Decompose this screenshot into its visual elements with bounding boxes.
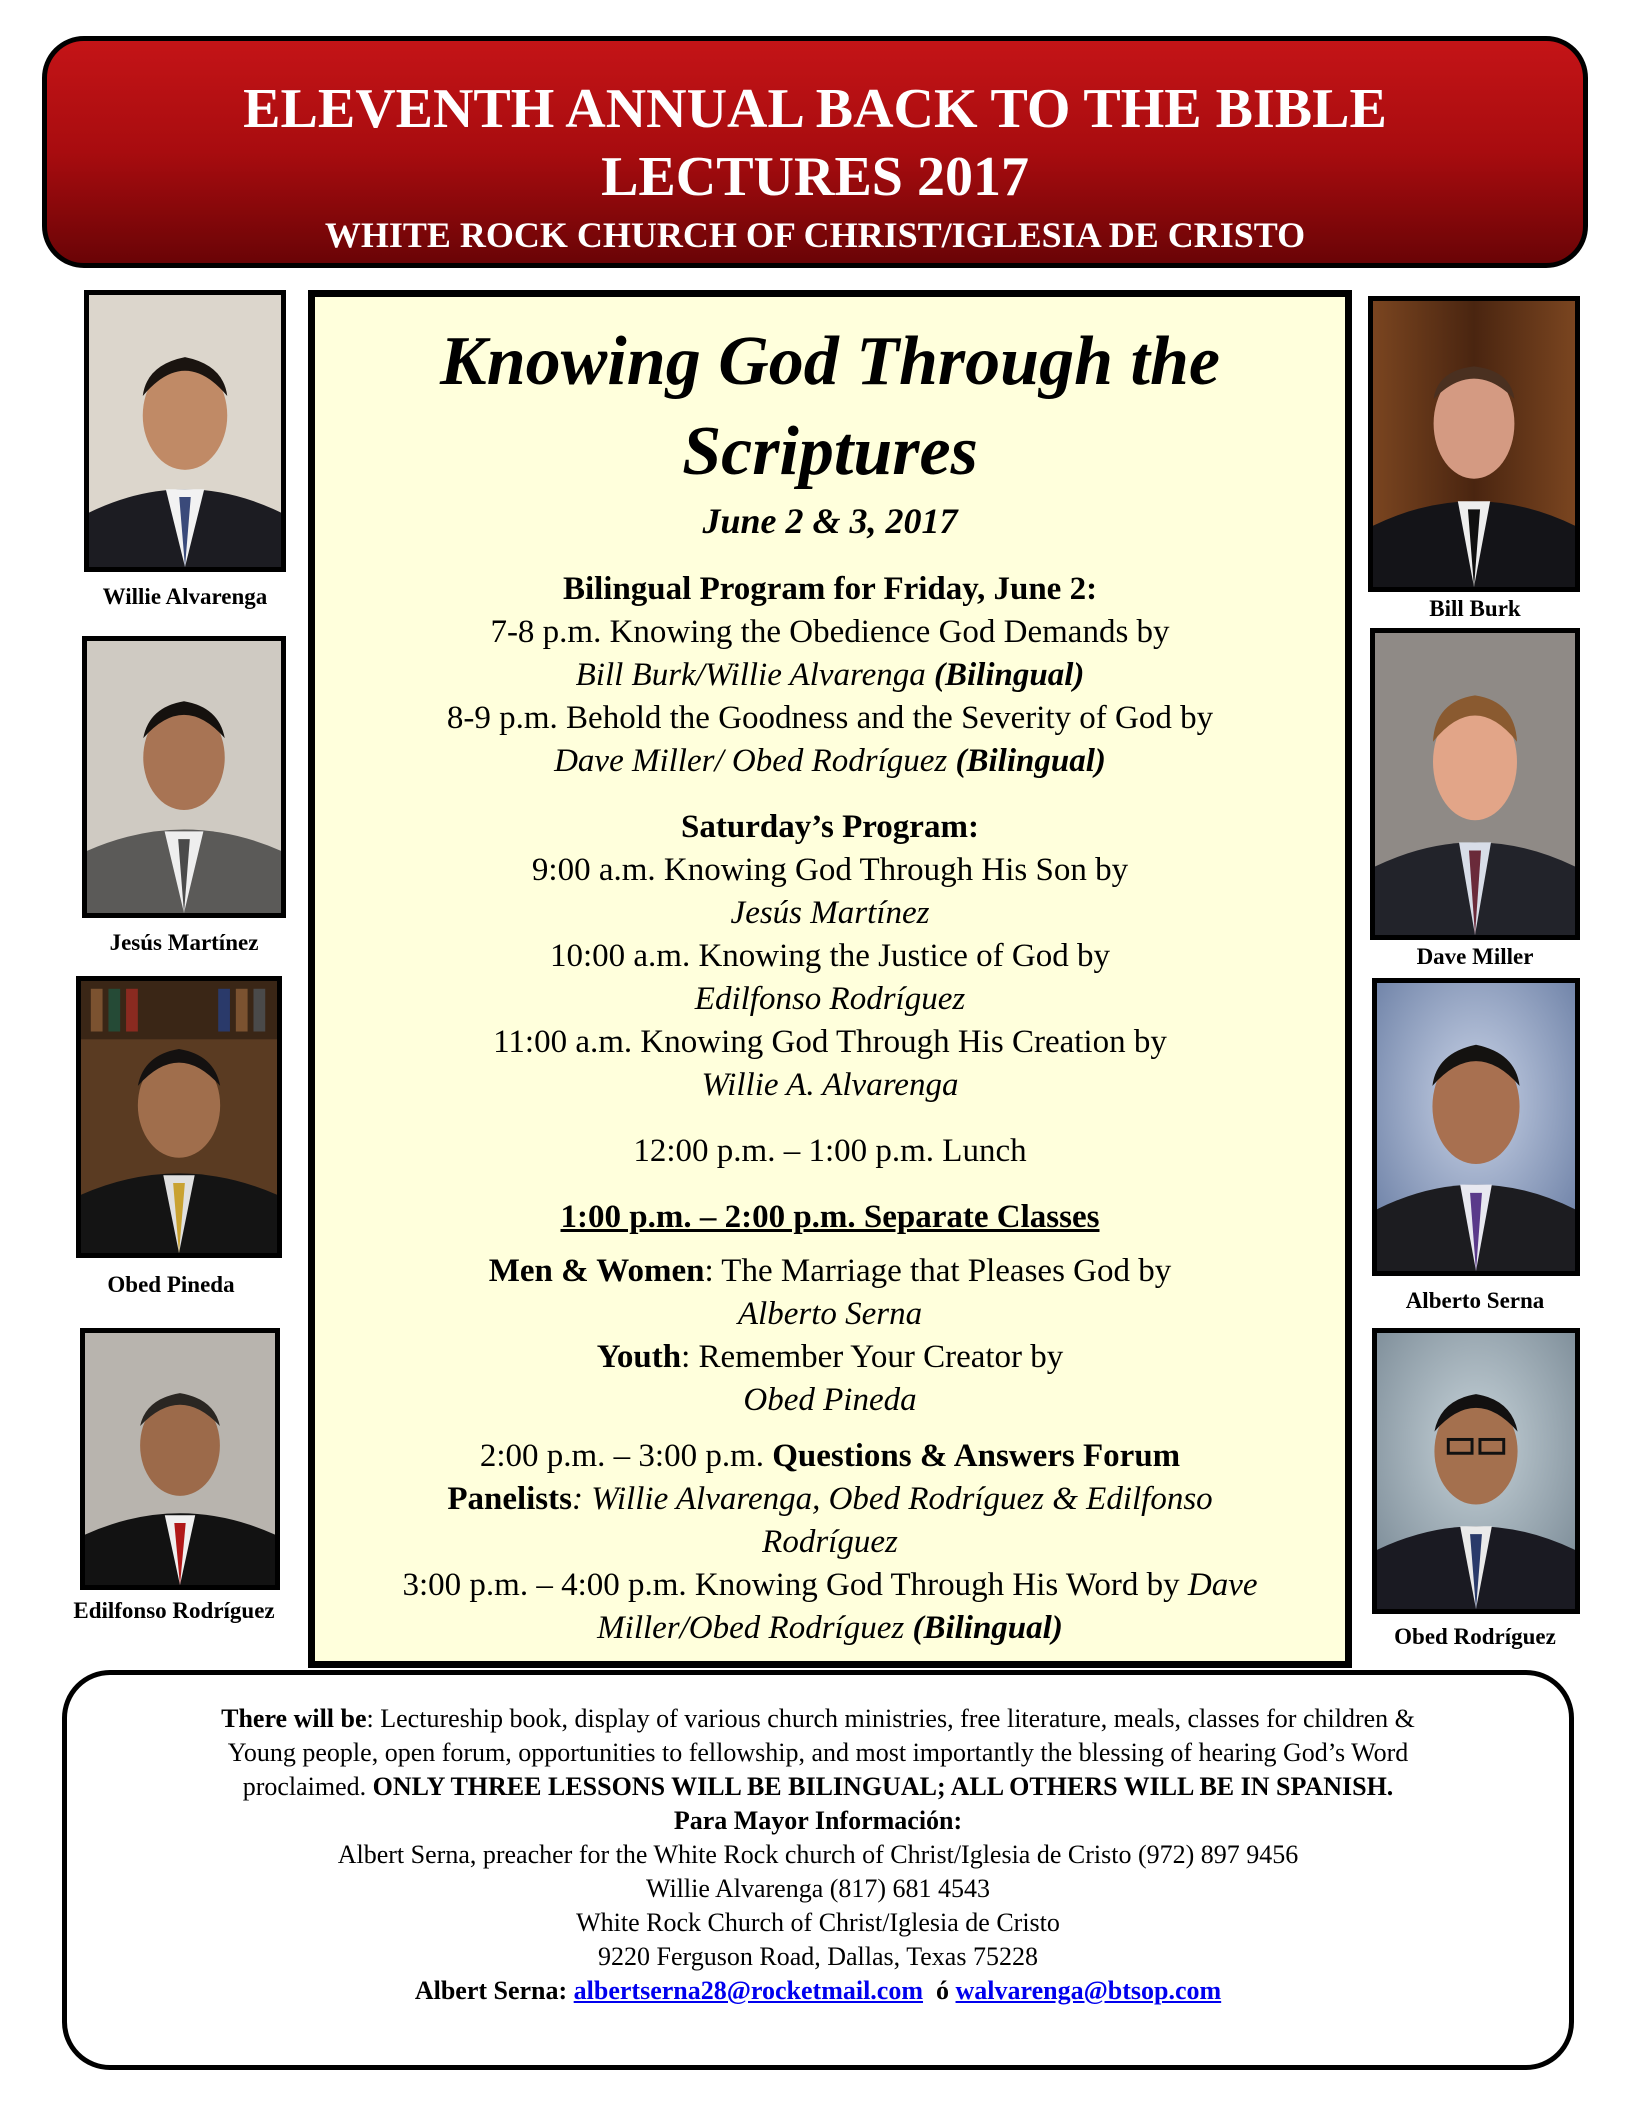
speaker-caption: Willie Alvarenga xyxy=(102,584,268,609)
speaker-photo-willie-alvarenga xyxy=(84,290,286,572)
email-label: Albert Serna: xyxy=(414,1976,568,2005)
email-link-walvarenga[interactable]: walvarenga@btsop.com xyxy=(955,1976,1222,2005)
saturday-session-1-speaker: Jesús Martínez xyxy=(730,895,930,931)
speaker-caption: Obed Pineda xyxy=(107,1272,235,1297)
saturday-session-1: 9:00 a.m. Knowing God Through His Son by xyxy=(531,852,1129,888)
info-line-2: Young people, open forum, opportunities to fellowship, and most importantly the blessing of hearing God’s Word xyxy=(227,1738,1409,1767)
info-line-3 xyxy=(87,1771,1549,1803)
speaker-photo-obed-rodriguez xyxy=(1372,1328,1580,1614)
or-word: ó xyxy=(936,1976,950,2005)
there-will-be-label: There will be xyxy=(221,1704,367,1733)
speaker-caption: Obed Rodríguez xyxy=(1394,1624,1556,1649)
header-title-line2: LECTURES 2017 xyxy=(601,146,1029,208)
contact-line-1: Albert Serna, preacher for the White Rock church of Christ/Iglesia de Cristo (972) 897 9456 xyxy=(337,1840,1299,1869)
speaker-photo-jesus-martinez xyxy=(82,636,286,918)
speaker-names: Miller/Obed Rodríguez xyxy=(597,1610,905,1646)
email-link-albert-serna[interactable]: albertserna28@rocketmail.com xyxy=(573,1976,924,2005)
program-title-line2: Scriptures xyxy=(682,413,978,490)
saturday-session-3-speaker: Willie A. Alvarenga xyxy=(701,1067,959,1103)
session-text: 3:00 p.m. – 4:00 p.m. Knowing God Through His Word by xyxy=(402,1567,1180,1603)
saturday-session-2-speaker: Edilfonso Rodríguez xyxy=(694,981,966,1017)
contact-line-4: 9220 Ferguson Road, Dallas, Texas 75228 xyxy=(598,1942,1038,1971)
info-text: : Lectureship book, display of various church ministries, free literature, meals, classes for children & xyxy=(366,1704,1415,1733)
contact-line-3: White Rock Church of Christ/Iglesia de Cristo xyxy=(576,1908,1060,1937)
speaker-photo-alberto-serna xyxy=(1372,978,1580,1276)
friday-session-1-speakers xyxy=(315,655,1345,695)
class-label: Youth xyxy=(596,1339,682,1375)
speaker-caption: Bill Burk xyxy=(1429,596,1521,621)
info-box xyxy=(62,1670,1574,2070)
speaker-caption: Alberto Serna xyxy=(1405,1288,1545,1313)
saturday-session-3: 11:00 a.m. Knowing God Through His Creation by xyxy=(493,1024,1167,1060)
class-label: Men & Women xyxy=(488,1253,705,1289)
panelists xyxy=(315,1479,1345,1519)
speaker-photo-edilfonso-rodriguez xyxy=(80,1328,280,1590)
speaker-names: Dave xyxy=(1187,1567,1258,1603)
speaker-photo-obed-pineda xyxy=(76,976,282,1258)
panelists-names: : Willie Alvarenga, Obed Rodríguez & Edilfonso xyxy=(571,1481,1213,1517)
info-line-1 xyxy=(87,1703,1549,1735)
more-info-heading: Para Mayor Información: xyxy=(673,1806,963,1835)
header-title-line1: ELEVENTH ANNUAL BACK TO THE BIBLE xyxy=(243,78,1387,140)
program-dates: June 2 & 3, 2017 xyxy=(702,501,958,541)
class-topic: : The Marriage that Pleases God by xyxy=(704,1253,1172,1289)
email-line xyxy=(87,1975,1549,2007)
speaker-caption: Edilfonso Rodríguez xyxy=(73,1598,275,1623)
contact-line-2: Willie Alvarenga (817) 681 4543 xyxy=(645,1874,991,1903)
friday-session-2-speakers xyxy=(315,741,1345,781)
forum-time: 2:00 p.m. – 3:00 p.m. xyxy=(479,1438,764,1474)
speaker-caption: Dave Miller xyxy=(1416,944,1534,969)
class-topic: : Remember Your Creator by xyxy=(681,1339,1064,1375)
speaker-photo-bill-burk xyxy=(1368,296,1580,592)
speaker-caption: Jesús Martínez xyxy=(109,930,259,955)
speaker-photo-dave-miller xyxy=(1370,628,1580,940)
men-women-speaker: Alberto Serna xyxy=(737,1296,923,1332)
info-text: proclaimed. xyxy=(242,1772,367,1801)
youth-speaker: Obed Pineda xyxy=(743,1382,917,1418)
speaker-names: Dave Miller/ Obed Rodríguez xyxy=(554,743,948,779)
program-box xyxy=(308,290,1352,1668)
panelists-cont: Rodríguez xyxy=(762,1524,898,1560)
friday-session-2: 8-9 p.m. Behold the Goodness and the Severity of God by xyxy=(446,700,1214,736)
final-session xyxy=(315,1565,1345,1605)
forum-title: Questions & Answers Forum xyxy=(772,1438,1181,1474)
header-banner xyxy=(42,36,1588,268)
program-title-line1: Knowing God Through the xyxy=(440,323,1220,400)
friday-session-1: 7-8 p.m. Knowing the Obedience God Demands by xyxy=(490,614,1170,650)
forum xyxy=(315,1436,1345,1476)
bilingual-tag: (Bilingual) xyxy=(955,743,1106,779)
lunch: 12:00 p.m. – 1:00 p.m. Lunch xyxy=(633,1133,1027,1169)
bilingual-tag: (Bilingual) xyxy=(912,1610,1063,1646)
bilingual-notice: ONLY THREE LESSONS WILL BE BILINGUAL; ALL OTHERS WILL BE IN SPANISH. xyxy=(372,1772,1394,1801)
speaker-names: Bill Burk/Willie Alvarenga xyxy=(575,657,926,693)
header-subtitle: WHITE ROCK CHURCH OF CHRIST/IGLESIA DE CRISTO xyxy=(324,215,1306,255)
saturday-session-2: 10:00 a.m. Knowing the Justice of God by xyxy=(549,938,1111,974)
panelists-label: Panelists xyxy=(447,1481,572,1517)
final-session-speakers xyxy=(315,1608,1345,1648)
saturday-heading: Saturday’s Program: xyxy=(681,809,979,845)
bilingual-tag: (Bilingual) xyxy=(933,657,1085,693)
friday-heading: Bilingual Program for Friday, June 2: xyxy=(562,571,1098,607)
youth-class xyxy=(315,1337,1345,1377)
men-women-class xyxy=(315,1251,1345,1291)
classes-heading: 1:00 p.m. – 2:00 p.m. Separate Classes xyxy=(560,1199,1100,1235)
